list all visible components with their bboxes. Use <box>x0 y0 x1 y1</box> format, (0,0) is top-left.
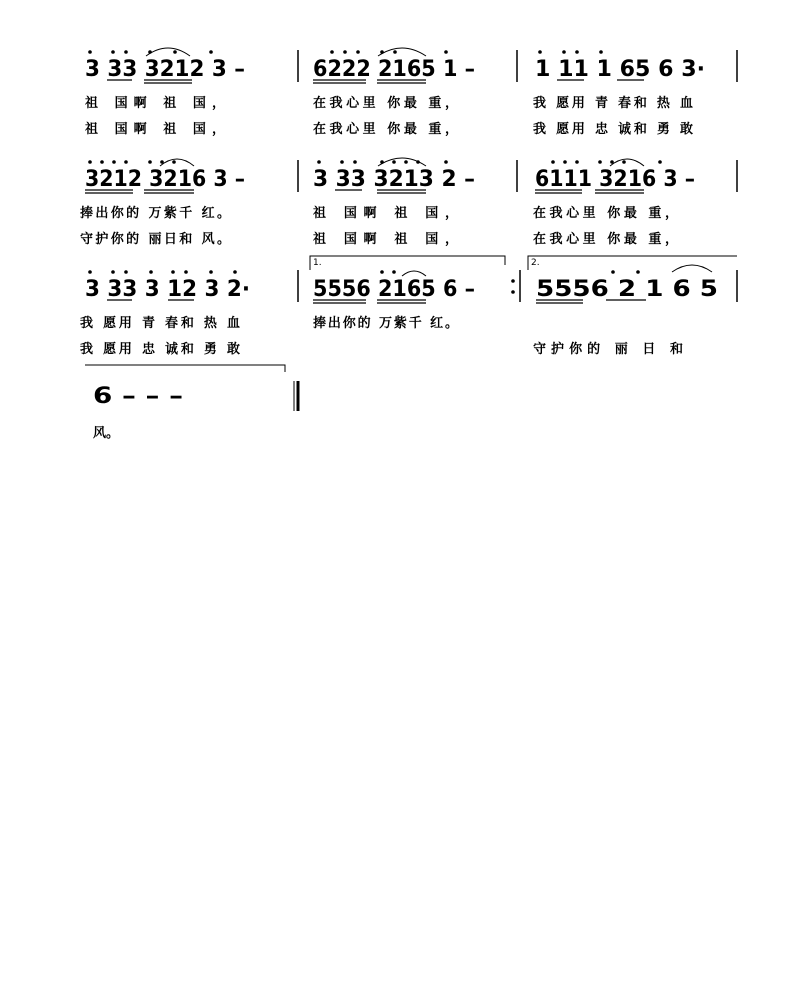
system-3 <box>80 256 737 357</box>
lyric-verse-1: 祖 国啊 祖 国， <box>85 96 225 111</box>
lyric-verse-1: 风。 <box>93 426 120 441</box>
slur <box>610 159 644 166</box>
volta-bracket-continuation <box>85 365 285 372</box>
slur <box>672 265 712 272</box>
volta-label-2: 2. <box>531 258 540 268</box>
notation-measure: 3212 3216 3 – <box>85 167 245 192</box>
lyric-verse-2: 在我心里 你最 重， <box>533 232 678 247</box>
lyric-verse-2: 祖 国啊 祖 国， <box>313 232 458 247</box>
octave-dots <box>88 160 176 164</box>
octave-dots <box>611 270 640 274</box>
octave-dots <box>551 160 662 164</box>
lyric-verse-2: 在我心里 你最 重， <box>313 122 458 137</box>
lyric-verse-1: 在我心里 你最 重， <box>313 96 458 111</box>
octave-dots <box>380 270 396 274</box>
slur <box>378 48 426 56</box>
system-1 <box>85 48 737 137</box>
lyric-verse-2: 守护你的 丽日和 风。 <box>80 232 230 247</box>
lyric-verse-2: 祖 国啊 祖 国， <box>85 122 225 137</box>
lyric-verse-1: 捧出你的 万紫千 红。 <box>80 206 230 221</box>
lyric-verse-2: 我 愿用 忠 诚和 勇 敢 <box>533 122 693 137</box>
notation-measure: 3 33 3212 3 – <box>85 57 245 82</box>
lyric-verse-1: 捧出你的 万紫千 红。 <box>313 316 458 331</box>
notation-measure: 6222 2165 1 – <box>313 57 475 82</box>
volta-bracket-1 <box>310 256 505 270</box>
repeat-dot <box>511 279 515 283</box>
notation-measure: 1 11 1 65 6 3· <box>535 57 705 82</box>
volta-label-1: 1. <box>313 258 322 268</box>
system-4 <box>85 365 298 441</box>
notation-measure: 5556 2 1 6 5 <box>536 277 718 302</box>
system-2 <box>80 158 737 247</box>
octave-dots <box>538 50 603 54</box>
octave-dots <box>88 270 237 274</box>
notation-measure: 3 33 3 12 3 2· <box>85 277 250 302</box>
lyric-verse-2: 我 愿用 忠 诚和 勇 敢 <box>80 342 240 357</box>
lyric-verse-1: 我 愿用 青 春和 热 血 <box>80 316 240 331</box>
octave-dots <box>88 50 213 54</box>
notation-measure: 6111 3216 3 – <box>535 167 695 192</box>
notation-measure: 6 – – – <box>93 384 183 409</box>
lyric-verse-1: 我 愿用 青 春和 热 血 <box>533 96 693 111</box>
notation-measure: 5556 2165 6 – <box>313 277 475 302</box>
slur <box>146 48 190 56</box>
octave-dots <box>317 160 448 164</box>
lyric-verse-1: 在我心里 你最 重， <box>533 206 678 221</box>
lyric-verse-1: 祖 国啊 祖 国， <box>313 206 458 221</box>
slur <box>402 271 426 276</box>
notation-measure: 3 33 3213 2 – <box>313 167 475 192</box>
slur <box>160 159 194 166</box>
repeat-dot <box>511 290 515 294</box>
lyric-verse-2: 守护你的 丽 日 和 <box>533 342 683 357</box>
